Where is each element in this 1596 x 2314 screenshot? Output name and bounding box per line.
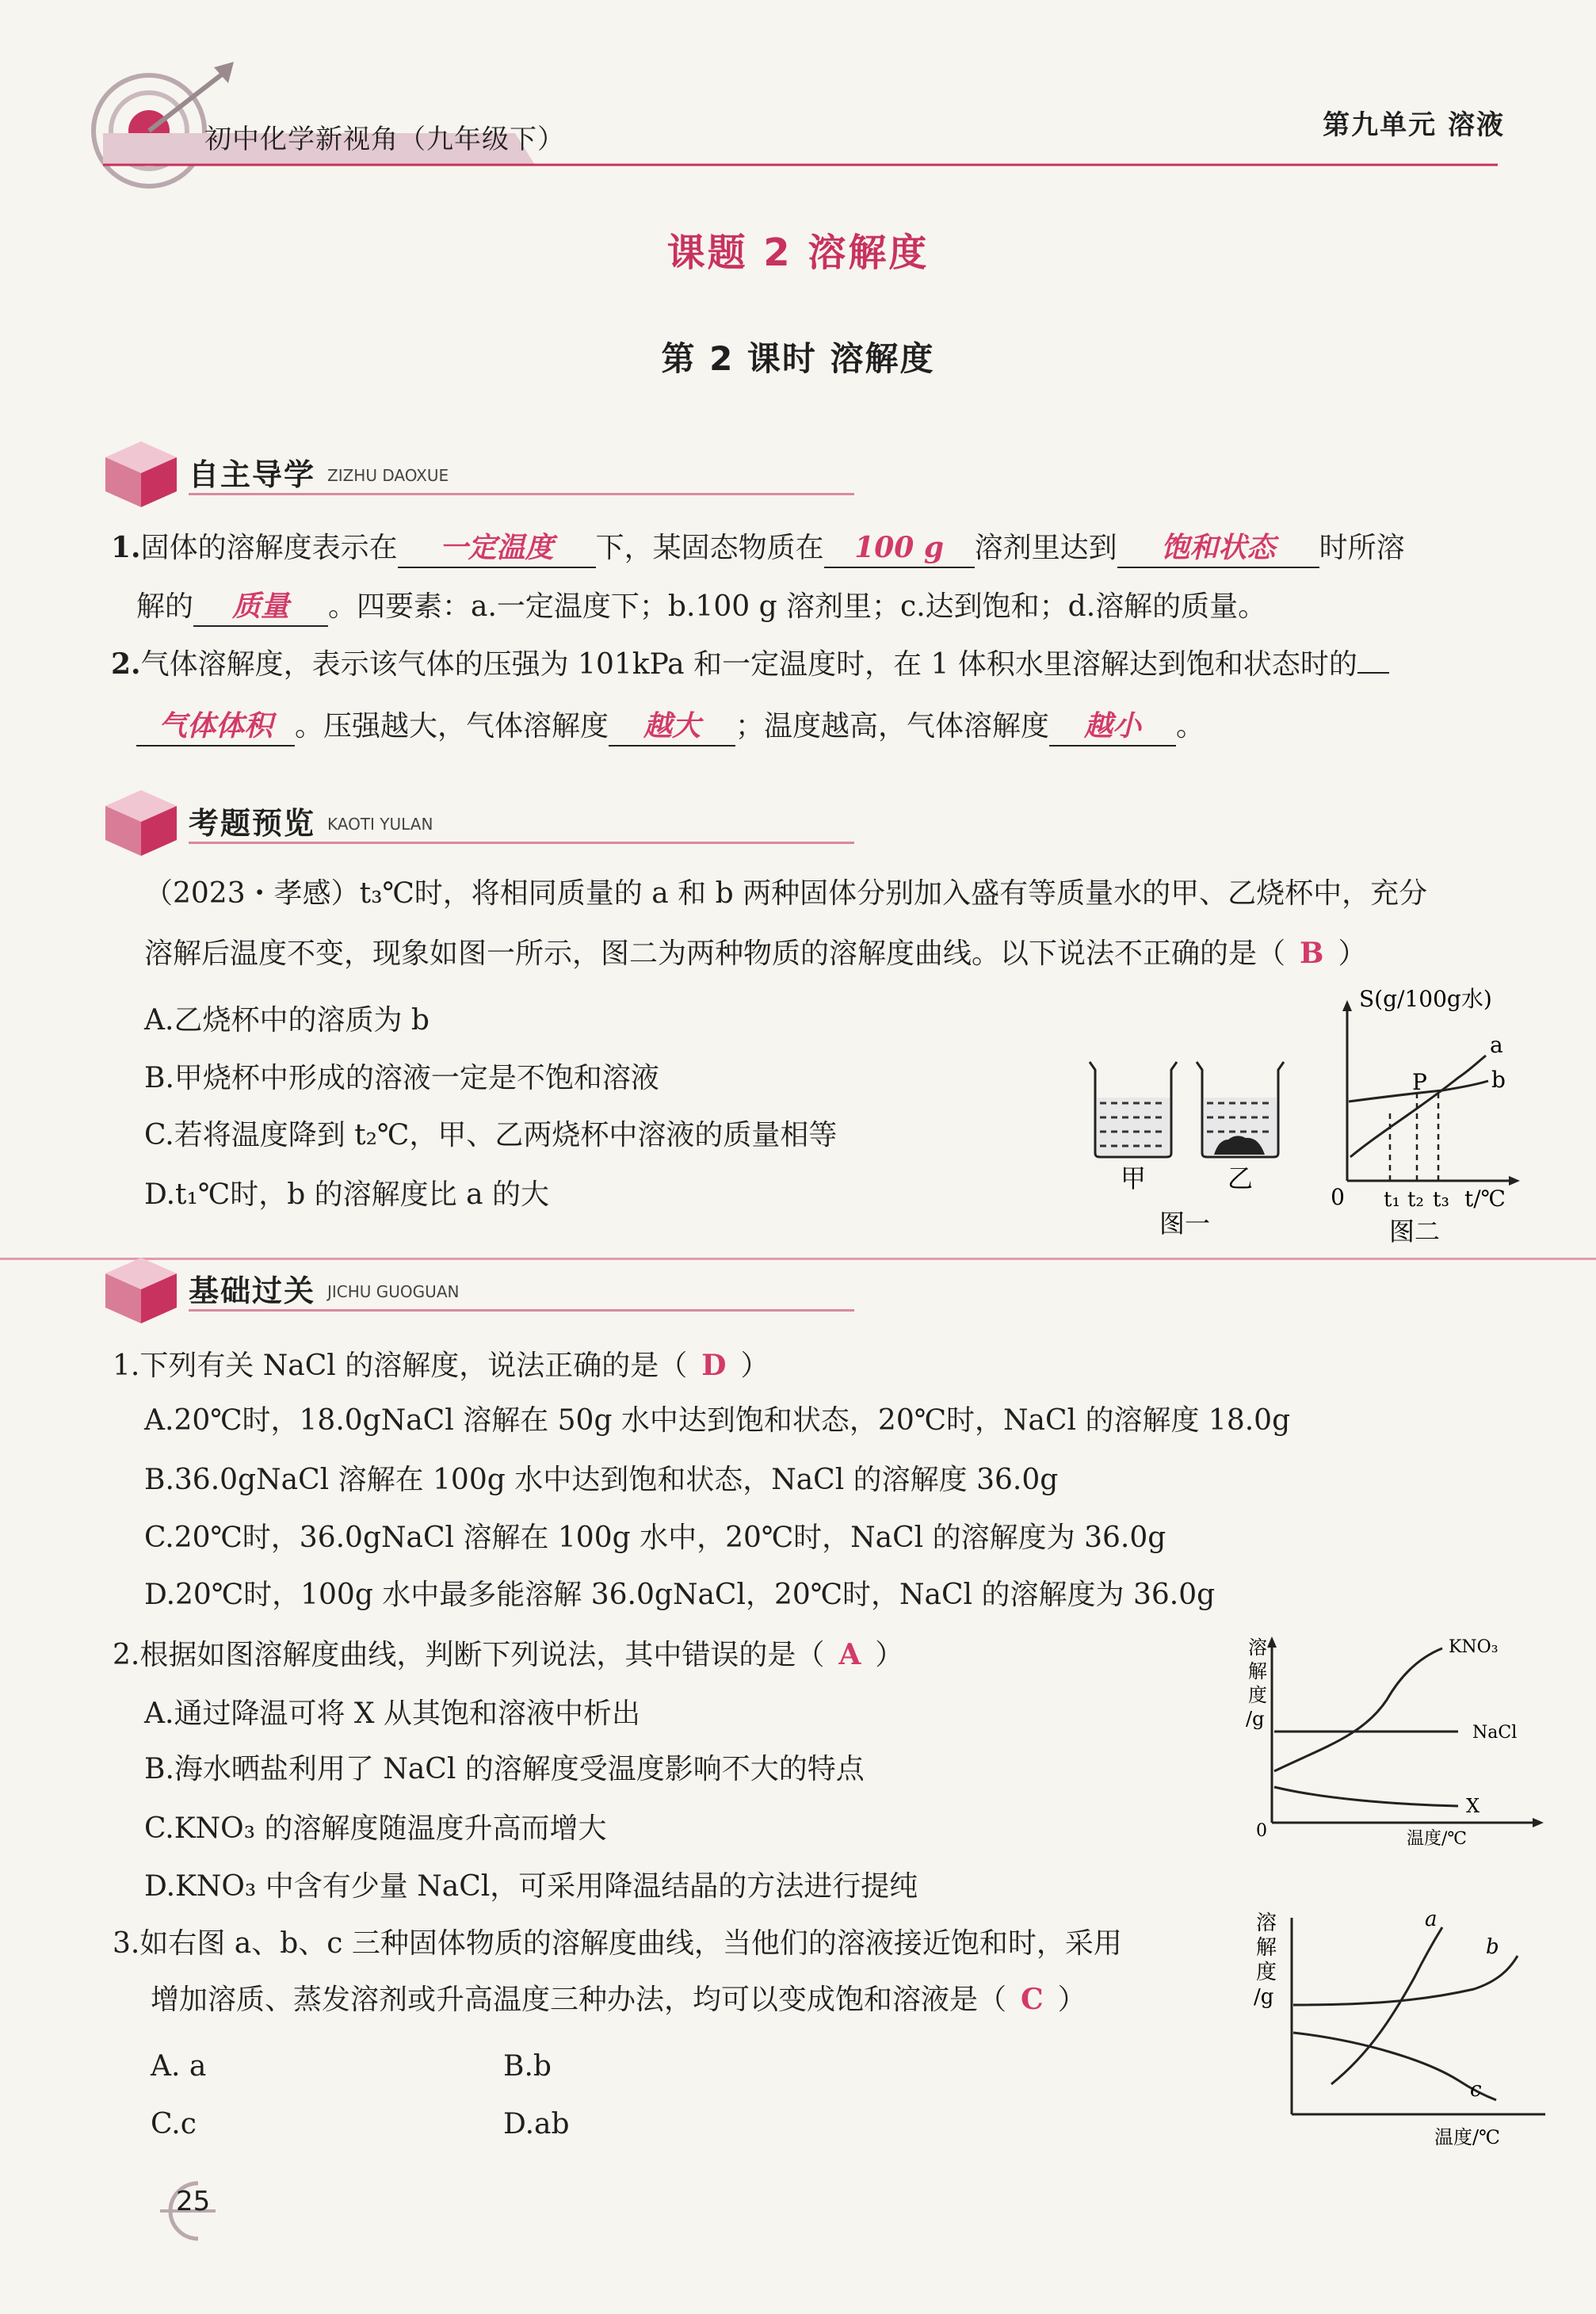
fig2-xlabel: t/℃	[1464, 1186, 1506, 1212]
kaoti-option-d: D.t₁℃时，b 的溶解度比 a 的大	[144, 1178, 550, 1211]
jichu-q3-stem-line1: 3.如右图 a、b、c 三种固体物质的溶解度曲线，当他们的溶液接近饱和时，采用	[113, 1927, 1122, 1960]
fig2-label-a: a	[1490, 1032, 1503, 1058]
lesson-title: 课题 2 溶解度	[666, 231, 930, 275]
page-number: 25	[176, 2186, 211, 2217]
section-jichu-header	[101, 1260, 815, 1315]
q2-xlabel: 温度/℃	[1407, 1829, 1468, 1849]
figure-beakers	[1078, 1054, 1315, 1252]
jichu-q3-option-b: B.b	[503, 2050, 552, 2083]
zizhu-q1-line1: 1.固体的溶解度表示在 一定温度 下，某固态物质在 100 g 溶剂里达到 饱和状态 时所溶	[111, 529, 1405, 568]
q2-ylabel-4: /g	[1246, 1708, 1265, 1730]
caption-fig1: 图一	[1159, 1209, 1211, 1239]
answer-choice: D	[701, 1349, 727, 1382]
caption-fig2: 图二	[1388, 1216, 1441, 1247]
jichu-q3-stem-line2: 增加溶质、蒸发溶剂或升高温度三种办法，均可以变成饱和溶液是（ C ）	[151, 1983, 1086, 2016]
jichu-q1-option-b: B.36.0gNaCl 溶解在 100g 水中达到饱和状态，NaCl 的溶解度 36.0g	[144, 1464, 1059, 1496]
curve-kno3	[1274, 1648, 1442, 1771]
curve-c	[1293, 2033, 1496, 2100]
q3-xlabel: 温度/℃	[1434, 2126, 1500, 2148]
cube-icon	[101, 437, 181, 509]
answer-choice: A	[838, 1638, 861, 1671]
curve-x	[1274, 1787, 1458, 1806]
fig2-point-p: P	[1412, 1069, 1427, 1095]
figure-solubility-abc	[1244, 1902, 1577, 2156]
label-yi: 乙	[1227, 1163, 1254, 1193]
q3-label-c: c	[1470, 2078, 1482, 2102]
curve-b	[1293, 1956, 1518, 2005]
book-title: 初中化学新视角（九年级下）	[204, 124, 565, 155]
zizhu-q2-line2: 气体体积 。压强越大，气体溶解度 越大 ；温度越高，气体溶解度 越小 。	[136, 708, 1205, 747]
answer-blank: 越大	[643, 709, 701, 743]
curve-a	[1331, 1927, 1442, 2084]
answer-blank: 一定温度	[439, 531, 554, 564]
section-zizhu-header	[101, 444, 815, 499]
fig2-t2: t₂	[1407, 1188, 1424, 1212]
fig2-label-b: b	[1491, 1067, 1506, 1093]
answer-blank: 气体体积	[158, 709, 273, 743]
answer-choice: B	[1300, 937, 1324, 970]
q2-ylabel-1: 溶	[1248, 1636, 1267, 1659]
fig2-t3: t₃	[1433, 1188, 1449, 1212]
q3-ylabel-2: 解	[1256, 1936, 1277, 1960]
answer-choice: C	[1021, 1983, 1044, 2016]
answer-blank: 越小	[1084, 709, 1142, 743]
fig2-t1: t₁	[1384, 1188, 1400, 1212]
zizhu-q2-line1: 2.气体溶解度，表示该气体的压强为 101kPa 和一定温度时，在 1 体积水里溶解达到饱和状态时的	[111, 646, 1389, 683]
kaoti-option-b: B.甲烧杯中形成的溶液一定是不饱和溶液	[144, 1062, 659, 1094]
section-pinyin: ZIZHU DAOXUE	[327, 466, 449, 485]
period-title: 第 2 课时 溶解度	[661, 339, 935, 378]
jichu-q1-option-a: A.20℃时，18.0gNaCl 溶解在 50g 水中达到饱和状态，20℃时，NaCl 的溶解度 18.0g	[144, 1404, 1291, 1437]
zizhu-q1-line2: 解的 质量 。四要素：a.一定温度下；b.100 g 溶剂里；c.达到饱和；d.溶解的质量。	[136, 588, 1266, 627]
q2-label-nacl: NaCl	[1472, 1723, 1518, 1743]
label-jia: 甲	[1120, 1163, 1147, 1193]
kaoti-option-c: C.若将温度降到 t₂℃，甲、乙两烧杯中溶液的质量相等	[144, 1119, 838, 1151]
q2-origin: 0	[1256, 1821, 1267, 1841]
cube-icon	[101, 786, 181, 857]
q2-label-x: X	[1466, 1795, 1480, 1817]
jichu-q2-option-c: C.KNO₃ 的溶解度随温度升高而增大	[144, 1812, 607, 1845]
jichu-q2-option-a: A.通过降温可将 X 从其饱和溶液中析出	[144, 1697, 640, 1730]
jichu-q3-option-c: C.c	[151, 2108, 197, 2140]
section-pinyin: KAOTI YULAN	[327, 815, 433, 834]
kaoti-stem-line1: （2023・孝感）t₃℃时，将相同质量的 a 和 b 两种固体分别加入盛有等质量水的甲、乙烧杯中，充分	[144, 877, 1428, 910]
q3-ylabel-4: /g	[1254, 1985, 1274, 2009]
answer-blank: 饱和状态	[1161, 531, 1276, 564]
answer-blank: 质量	[232, 590, 290, 623]
jichu-q3-option-a: A. a	[151, 2050, 207, 2083]
answer-blank: 100 g	[854, 531, 945, 564]
jichu-q2-stem: 2.根据如图溶解度曲线，判断下列说法，其中错误的是（ A ）	[113, 1638, 904, 1671]
q2-ylabel-2: 解	[1248, 1660, 1267, 1682]
jichu-q1-stem: 1.下列有关 NaCl 的溶解度，说法正确的是（ D ）	[113, 1349, 769, 1382]
q3-ylabel-3: 度	[1256, 1961, 1277, 1984]
q2-label-kno3: KNO₃	[1449, 1637, 1499, 1657]
q2-ylabel-3: 度	[1248, 1684, 1267, 1706]
section-kaoti-header	[101, 792, 815, 848]
q3-label-a: a	[1425, 1907, 1438, 1931]
kaoti-stem-line2: 溶解后温度不变，现象如图一所示，图二为两种物质的溶解度曲线。以下说法不正确的是（ B ）	[144, 937, 1367, 970]
q3-label-b: b	[1486, 1935, 1499, 1959]
unit-title: 第九单元 溶液	[1323, 109, 1505, 141]
fig2-origin: 0	[1331, 1184, 1345, 1210]
kaoti-option-a: A.乙烧杯中的溶质为 b	[144, 1004, 430, 1037]
fig2-ylabel: S(g/100g水)	[1359, 986, 1492, 1012]
jichu-q1-option-d: D.20℃时，100g 水中最多能溶解 36.0gNaCl，20℃时，NaCl 的溶解度为 36.0g	[144, 1579, 1216, 1611]
jichu-q1-option-c: C.20℃时，36.0gNaCl 溶解在 100g 水中，20℃时，NaCl 的溶解度为 36.0g	[144, 1522, 1166, 1554]
jichu-q2-option-b: B.海水晒盐利用了 NaCl 的溶解度受温度影响不大的特点	[144, 1753, 865, 1785]
section-pinyin: JICHU GUOGUAN	[327, 1282, 460, 1301]
beaker-yi	[1197, 1062, 1284, 1157]
figure-solubility-ab	[1323, 983, 1529, 1252]
beaker-jia	[1090, 1062, 1177, 1157]
section-name: 自主导学	[189, 457, 316, 492]
q3-ylabel-1: 溶	[1256, 1911, 1277, 1935]
jichu-q3-option-d: D.ab	[503, 2108, 570, 2140]
cube-icon	[101, 1254, 181, 1325]
section-name: 考题预览	[189, 806, 316, 841]
section-name: 基础过关	[189, 1273, 316, 1308]
figure-solubility-kno3	[1236, 1629, 1569, 1858]
jichu-q2-option-d: D.KNO₃ 中含有少量 NaCl，可采用降温结晶的方法进行提纯	[144, 1870, 918, 1903]
